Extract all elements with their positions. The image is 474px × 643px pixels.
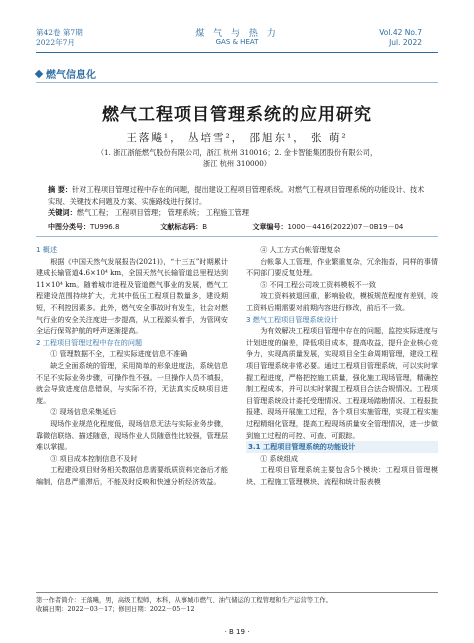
paragraph: 台帐靠人工管理，作业繁重复杂，冗余拖沓，同样的事情不同部门要反复处理。 xyxy=(246,256,438,278)
column-tag-label: 燃气信息化 xyxy=(46,70,96,81)
abstract-rule xyxy=(36,236,438,237)
article-no-label: 文章编号： xyxy=(252,223,288,231)
journal-name-cn: 煤 气 与 热 力 xyxy=(195,29,279,39)
class-no: TU996.8 xyxy=(90,223,120,231)
body-column-left xyxy=(36,244,228,487)
column-tag xyxy=(36,66,96,81)
journal-name-en: GAS & HEAT xyxy=(215,38,259,46)
doc-code-label: 文献标志码： xyxy=(160,223,203,231)
abstract-text: 针对工程项目管理过程中存在的问题，提出建设工程项目管理系统。对燃气工程项目管理系统的功能设计、技术实现、关键技术问题及方案、实施路线进行探讨。 xyxy=(48,185,425,206)
class-no-label: 中图分类号： xyxy=(48,223,90,231)
paragraph: ① 管理数据不全，工程实际进度信息不准确 xyxy=(50,349,188,359)
running-header xyxy=(0,0,474,58)
keywords-label: 关键词： xyxy=(48,208,77,217)
section-heading: 3 燃气工程项目管理系统设计 xyxy=(246,314,338,324)
section-heading: 1 概述 xyxy=(36,245,57,254)
section-heading: 2 工程项目管理过程中存在的问题 xyxy=(36,337,143,347)
paragraph: 为有效解决工程项目管理中存在的问题，监控实际进度与计划进度的偏差，降低项目成本，提高收益，提升企业核心竞争力，实现高质量发展，实现项目全生命周期管理，建设工程项目管理系统非常必要。通过工程项目管理系统，可以实时掌握工程进度，严格把控施工质量，强化施工现场管理，精确控制工程成本，并可以实时掌握工程项目合法合规情况。工程项目管理系统设计委托受理情况、工程现场踏勘情况、工程报批报建、现场开展施工过程，各个项目实施管理，实现工程实施过程精细化管理，提高工程现场质量安全管理情况，进一步做到施工过程的可控、可查、可跟踪。 xyxy=(246,326,438,440)
subsection-heading: 3.1 工程项目管理系统的功能设计 xyxy=(246,441,438,453)
volume-en: Vol.42 No.7 xyxy=(379,28,422,37)
keywords-text: 燃气工程； 工程项目管理； 管理系统； 工程施工管理 xyxy=(76,208,249,217)
paragraph: 现场作业规范化程度低，现场信息无法与实际业务步骤，靠微信联络、描述随意，现场作业人员随意性比较强，管理层难以掌握。 xyxy=(36,418,228,452)
article-title: 燃气工程项目管理系统的应用研究 xyxy=(102,105,372,125)
header-right xyxy=(379,28,422,48)
footnote xyxy=(36,592,438,614)
authors: 王落飚¹， 丛培雪²， 邵旭东¹， 张 萌² xyxy=(126,132,348,144)
paragraph: ② 现场信息采集延后 xyxy=(50,407,117,417)
paragraph: 工程建设项目财务相关数据信息需要纸质资料完备后才能编制，信息严重滞后，不能及时反映和快速分析经济效益。 xyxy=(36,465,228,486)
abstract xyxy=(48,184,428,207)
article-no: 1000－4416(2022)07－0B19－04 xyxy=(287,223,404,231)
doc-code: B xyxy=(202,223,208,231)
volume-cn: 第42卷 第7期 xyxy=(36,28,83,37)
paragraph: 根据《中国天然气发展报告(2021)》，“十三五”时期累计建成长输管道4.6×10⁴ km，全国天然气长输管道总里程达到11×10⁴ km。随着城市进程及管道燃气事业的发展，燃气工程建设范围持续扩大，尤其中低压工程项目数量多，建设期短，不利控因素多。此外，燃气安全事故时有发生，社会对燃气行业的安全关注度进一步提高，从工程源头着手，为管网安全运行保驾护航的呼声逐渐提高。 xyxy=(36,256,228,336)
paragraph: 竣工资料被退回重，影响验收，模板规范程度有差别，竣工资料后期需要对前期内容进行修改，前后不一致。 xyxy=(246,291,438,312)
tag-rule xyxy=(36,82,438,83)
abstract-label: 摘 要： xyxy=(48,185,73,194)
paragraph: 缺乏全面系统的管理，采用简单的形象进度法，系统信息不足不实际业务步骤，可操作性不强。一旦操作人员不填报，就会导致进度信息错误，与实际不符，无法真实反映项目进度。 xyxy=(36,360,228,405)
paragraph: ③ 项目成本控制信息不及时 xyxy=(50,453,138,463)
body-column-right xyxy=(246,244,438,487)
paragraph: ⑤ 不同工程公司竣工资料模板不一致 xyxy=(260,279,376,289)
header-rule xyxy=(36,52,438,53)
affiliations xyxy=(60,147,414,169)
affiliation-line-1: （1. 浙江浙能燃气股份有限公司，浙江 杭州 310016；2. 金卡智能集团股份有限公司， xyxy=(96,148,378,157)
paragraph: 工程项目管理系统主要包含5个模块：工程项目管理模块、工程施工管理模块、流程和统计报表模 xyxy=(246,465,438,486)
footnote-dates: 收稿日期：2022－03－17；修回日期：2022－05－12 xyxy=(36,606,195,613)
date-en: Jul. 2022 xyxy=(389,38,422,47)
keywords xyxy=(48,208,249,218)
date-cn: 2022年7月 xyxy=(36,38,75,47)
diamond-icon xyxy=(35,70,43,78)
footnote-author: 第一作者简介：王落飚，男，高级工程师，本科，从事城市燃气、油气储运的工程管理和生产运营等工作。 xyxy=(36,597,332,604)
paragraph: ① 系统组成 xyxy=(260,453,298,463)
paragraph: ④ 人工方式台帐管理复杂 xyxy=(260,245,341,254)
page-number: · B 19 · xyxy=(224,628,250,636)
classification-row xyxy=(48,222,438,232)
affiliation-line-2: 浙江 杭州 310000） xyxy=(203,159,271,168)
